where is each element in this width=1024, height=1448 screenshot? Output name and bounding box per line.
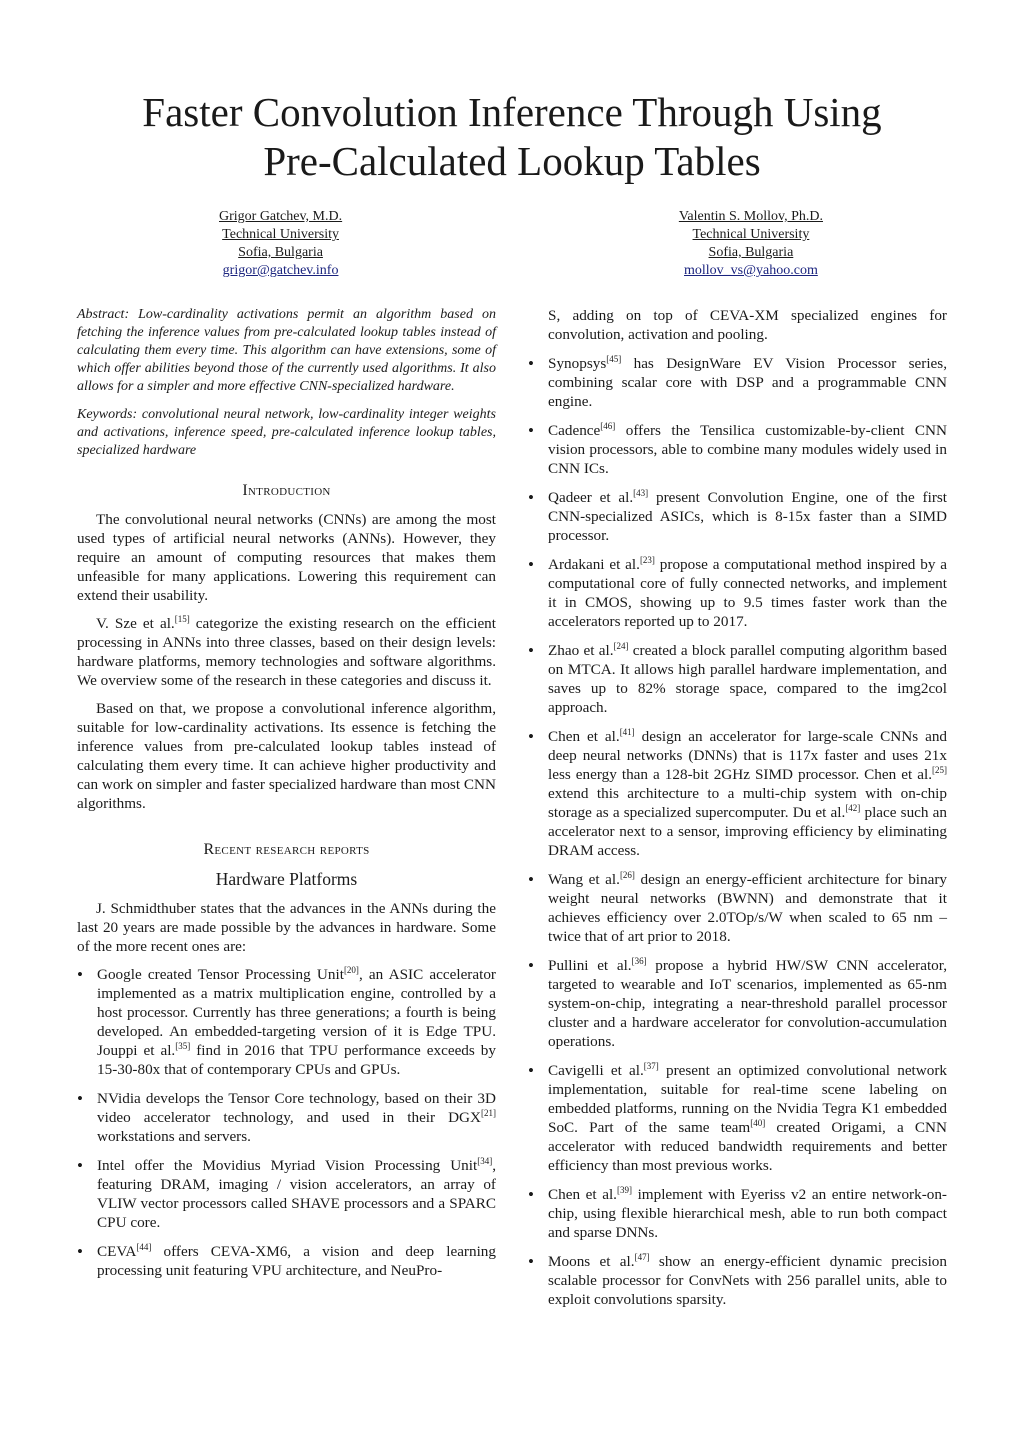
two-column-body	[77, 306, 947, 1319]
text-run: Cadence	[548, 422, 601, 439]
text-run: propose a hybrid HW/SW CNN accelerator, targeted to wearable and IoT scenarios, implemented as 65-nm system-on-chip, integrating a near-threshold parallel processor cluster and a hardware accelerator for convolution-accumulation operations.	[548, 957, 948, 1050]
text-run: find in 2016 that TPU performance exceeds by 15-30-80x that of contemporary CPUs and GPUs.	[97, 1042, 496, 1078]
text-run: has DesignWare EV Vision Processor series, combining scalar core with DSP and a programmable CNN engine.	[548, 355, 947, 410]
author-name: Valentin S. Mollov, Ph.D.	[678, 209, 823, 224]
text-run: Synopsys	[548, 355, 607, 372]
author-location: Sofia, Bulgaria	[708, 245, 794, 260]
citation-ref: [20]	[343, 965, 359, 975]
author-email-link[interactable]: grigor@gatchev.info	[222, 263, 339, 278]
citation-ref: [40]	[750, 1118, 766, 1128]
intro-paragraph-1: The convolutional neural networks (CNNs) are among the most used types of artificial neural networks (ANNs). However, they require an amount of computing resources that makes them unfeasible for many applications. Lowering this requirement can extend their usability.	[77, 511, 496, 604]
text-run: show an energy-efficient dynamic precision scalable processor for ConvNets with 256 parallel units, able to exploit convolutions sparsity.	[548, 1253, 947, 1308]
hardware-platforms-subheading: Hardware Platforms	[215, 869, 358, 889]
text-run: offers CEVA-XM6, a vision and deep learning processing unit featuring VPU architecture, and NeuPro-	[97, 1243, 496, 1279]
intro-paragraph-3: Based on that, we propose a convolutional inference algorithm, suitable for low-cardinality activations. Its essence is fetching the inference values from pre-calculated lookup tables instead of calculating them every time. It can achieve higher productivity and can work on simpler and faster specialized hardware than most CNN algorithms.	[77, 700, 496, 812]
citation-ref: [45]	[606, 354, 622, 364]
citation-ref: [42]	[845, 803, 861, 813]
hardware-list-left	[77, 965, 496, 1280]
list-item	[528, 1252, 947, 1309]
list-item	[77, 1156, 496, 1232]
text-run: present an optimized convolutional network implementation, suitable for real-time scene labeling on embedded platforms, running on the Nvidia Tegra K1 embedded SoC. Part of the same team	[548, 1062, 947, 1136]
text-run: implement with Eyeriss v2 an entire network-on-chip, using flexible hierarchical mesh, able to run both compact and sparse DNNs.	[548, 1186, 947, 1241]
abstract-section	[77, 306, 496, 460]
author-affiliation: Technical University	[692, 227, 810, 242]
text-run: Pullini et al.	[548, 957, 632, 974]
list-item	[528, 488, 947, 545]
text-run: design an accelerator for large-scale CNNs and deep neural networks (DNNs) that is 117x faster and uses 21x less energy than a 128-bit 2GHz SIMD processor. Chen et al.	[548, 728, 948, 783]
list-item	[77, 1089, 496, 1146]
text-run: Chen et al.	[548, 1186, 617, 1203]
text-run: V. Sze et al.	[96, 615, 175, 632]
citation-ref: [46]	[600, 421, 616, 431]
list-item	[528, 956, 947, 1051]
text-run: workstations and servers.	[97, 1128, 251, 1145]
paper-title	[77, 88, 947, 186]
author-name: Grigor Gatchev, M.D.	[219, 209, 343, 224]
text-run: CEVA	[97, 1243, 137, 1260]
list-item	[528, 727, 947, 860]
intro-paragraph-2	[77, 614, 496, 690]
author-email-link[interactable]: mollov_vs@yahoo.com	[684, 263, 818, 278]
citation-ref: [21]	[481, 1108, 496, 1118]
text-run: design an energy-efficient architecture for binary weight neural networks (BWNN) and demonstrate that it achieves efficiency over 2.0TOp/s/W when scaled to 65 nm – twice that of art prior to 2018.	[548, 871, 947, 945]
text-run: Chen et al.	[548, 728, 620, 745]
citation-ref: [15]	[174, 614, 190, 624]
author-location: Sofia, Bulgaria	[238, 245, 323, 260]
citation-ref: [34]	[477, 1156, 493, 1166]
introduction-heading: Introduction	[242, 482, 331, 499]
hardware-intro-paragraph: J. Schmidthuber states that the advances in the ANNs during the last 20 years are made possible by the advances in hardware. Some of the more recent ones are:	[77, 900, 496, 955]
list-item-continuation: S, adding on top of CEVA-XM specialized engines for convolution, activation and pooling.	[548, 307, 947, 343]
list-item	[528, 1061, 947, 1175]
abstract-text: Abstract: Low-cardinality activations permit an algorithm based on fetching the inference values from pre-calculated lookup tables instead of calculating them every time. This algorithm can have extensions, some of which offer abilities beyond those of the currently used algorithms. It also allows for a simpler and more effective CNN-specialized hardware.	[77, 307, 496, 394]
citation-ref: [39]	[616, 1185, 632, 1195]
citation-ref: [37]	[643, 1061, 659, 1071]
text-run: Google created Tensor Processing Unit	[97, 966, 344, 983]
right-column	[528, 306, 947, 1319]
citation-ref: [26]	[619, 870, 635, 880]
text-run: Qadeer et al.	[548, 489, 634, 506]
list-item	[528, 354, 947, 411]
recent-research-heading: Recent research reports	[203, 841, 370, 858]
text-run: Ardakani et al.	[548, 556, 640, 573]
list-item	[77, 1242, 496, 1280]
citation-ref: [35]	[175, 1041, 191, 1051]
citation-ref: [47]	[634, 1252, 650, 1262]
citation-ref: [41]	[619, 727, 635, 737]
citation-ref: [25]	[932, 765, 947, 775]
author-affiliation: Technical University	[222, 227, 339, 242]
author-2	[679, 208, 823, 280]
text-run: propose a computational method inspired by a computational core of fully connected networks, and implement it in CMOS, showing up to 9.5 times faster work than the accelerators reported up to 2017.	[548, 556, 948, 630]
hardware-list-right	[528, 354, 947, 1309]
text-run: Intel offer the Movidius Myriad Vision Processing Unit	[97, 1157, 478, 1174]
citation-ref: [43]	[633, 488, 649, 498]
list-item	[77, 965, 496, 1079]
author-block	[219, 208, 823, 280]
text-run: Moons et al.	[548, 1253, 635, 1270]
text-run: created Origami, a CNN accelerator with reduced bandwidth requirements and better efficiency than most previous works.	[548, 1119, 947, 1174]
keywords-text: Keywords: convolutional neural network, low-cardinality integer weights and activations, inference speed, pre-calculated inference lookup tables, specialized hardware	[77, 407, 496, 458]
text-run: Wang et al.	[548, 871, 620, 888]
list-item	[528, 870, 947, 946]
text-run: categorize the existing research on the efficient processing in ANNs into three classes, based on their design levels: hardware platforms, memory technologies and software algorithms. We overview some of the research in these categories and discuss it.	[77, 615, 496, 689]
citation-ref: [36]	[631, 956, 647, 966]
citation-ref: [44]	[136, 1242, 152, 1252]
left-column	[77, 306, 496, 1319]
text-run: Zhao et al.	[548, 642, 614, 659]
title-line-2: Pre-Calculated Lookup Tables	[263, 138, 761, 184]
text-run: , an ASIC accelerator implemented as a matrix multiplication engine, controlled by a host processor. Currently has three generations; a fourth is being developed. An embedded-targeting version of it is Edge TPU. Jouppi et al.	[97, 966, 496, 1059]
text-run: extend this architecture to a multi-chip system with on-chip storage as a specialized supercomputer. Du et al.	[548, 785, 947, 821]
citation-ref: [24]	[613, 641, 629, 651]
text-run: created a block parallel computing algorithm based on MTCA. It allows high parallel hardware implementation, and saves up to 82% storage space, compared to the img2col approach.	[548, 642, 947, 716]
text-run: NVidia develops the Tensor Core technology, based on their 3D video accelerator technology, and used in their DGX	[97, 1090, 496, 1126]
citation-ref: [23]	[639, 555, 655, 565]
text-run: offers the Tensilica customizable-by-client CNN vision processors, able to combine many modules widely used in CNN ICs.	[548, 422, 947, 477]
text-run: place such an accelerator next to a sensor, improving efficiency by eliminating DRAM access.	[548, 804, 947, 859]
title-line-1: Faster Convolution Inference Through Using	[142, 89, 882, 135]
author-1	[219, 208, 342, 280]
list-item	[528, 1185, 947, 1242]
text-run: present Convolution Engine, one of the first CNN-specialized ASICs, which is 8-15x faster than a SIMD processor.	[548, 489, 948, 544]
list-item	[528, 421, 947, 478]
list-item	[528, 641, 947, 717]
text-run: Cavigelli et al.	[548, 1062, 644, 1079]
list-item	[528, 555, 947, 631]
text-run: , featuring DRAM, imaging / vision accelerators, an array of VLIW vector processors called SHAVE processors and a SPARC CPU core.	[97, 1157, 496, 1231]
